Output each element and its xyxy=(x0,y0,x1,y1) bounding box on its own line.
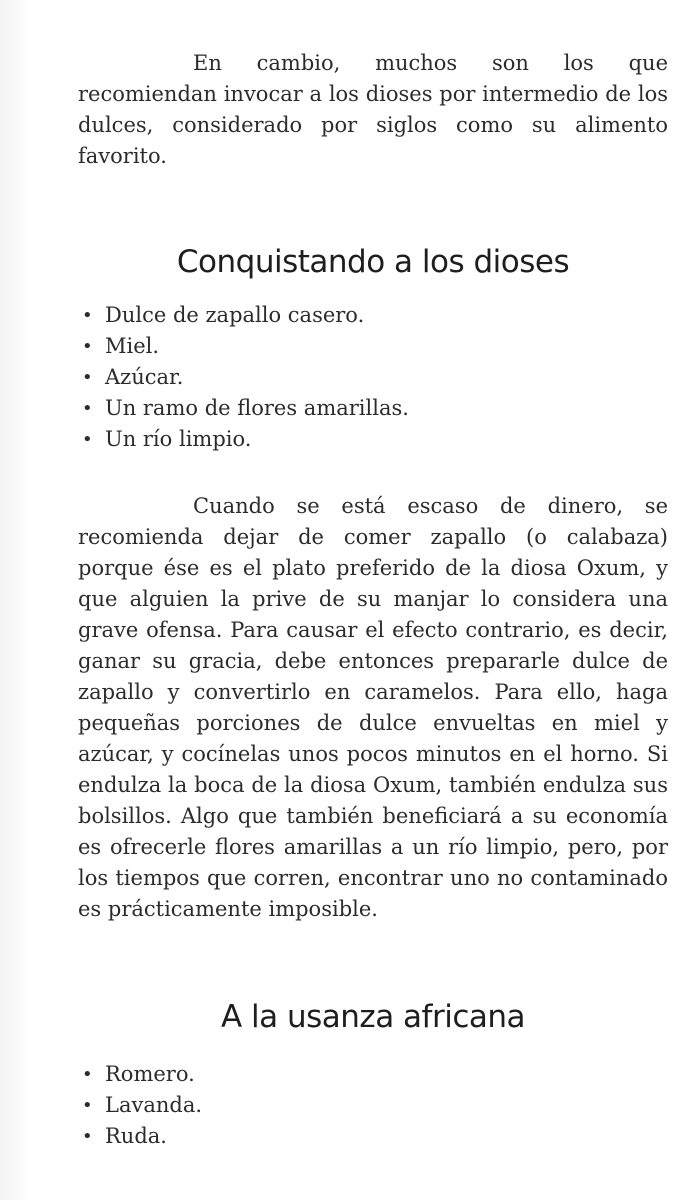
bullet-icon: • xyxy=(82,398,93,419)
intro-paragraph-text: En cambio, muchos son los que recomiendan invocar a los dioses por intermedio de los dulces, considerado por siglos como su alimento favorito. xyxy=(78,51,668,168)
list-item xyxy=(78,362,668,393)
list-item xyxy=(78,1121,668,1152)
page-edge-shadow xyxy=(0,0,30,1200)
list-item xyxy=(78,300,668,331)
list-item xyxy=(78,331,668,362)
bullet-icon: • xyxy=(82,1095,93,1116)
list-item xyxy=(78,1059,668,1090)
list-item-text: Azúcar. xyxy=(105,365,184,389)
list-item-text: Un río limpio. xyxy=(105,427,252,451)
ingredients-list-1 xyxy=(78,300,668,455)
body-paragraph xyxy=(78,491,668,925)
section-heading-usanza-africana: A la usanza africana xyxy=(220,999,526,1035)
list-item-text: Miel. xyxy=(105,334,160,358)
bullet-icon: • xyxy=(82,336,93,357)
list-item xyxy=(78,424,668,455)
list-item-text: Romero. xyxy=(105,1062,195,1086)
section-heading-conquistando: Conquistando a los dioses xyxy=(176,244,570,280)
list-item-text: Un ramo de flores amarillas. xyxy=(105,396,409,420)
body-paragraph-text: Cuando se está escaso de dinero, se recomienda dejar de comer zapallo (o calabaza) porque ése es el plato preferido de la diosa Oxum, y que alguien la prive de su manjar lo considera una grave ofensa. Para causar el efecto contrario, es decir, ganar su gracia, debe entonces prepararle dulce de zapallo y convertirlo en caramelos. Para ello, haga pequeñas porciones de dulce envueltas en miel y azúcar, y cocínelas unos pocos minutos en el horno. Si endulza la boca de la diosa Oxum, también endulza sus bolsillos. Algo que también beneficiará a su economía es ofrecerle flores amarillas a un río limpio, pero, por los tiempos que corren, encontrar uno no contaminado es prácticamente imposible. xyxy=(78,494,668,921)
intro-paragraph xyxy=(78,48,668,172)
list-item-text: Dulce de zapallo casero. xyxy=(105,303,365,327)
list-item xyxy=(78,393,668,424)
list-item-text: Lavanda. xyxy=(105,1093,203,1117)
bullet-icon: • xyxy=(82,1126,93,1147)
bullet-icon: • xyxy=(82,367,93,388)
bullet-icon: • xyxy=(82,1064,93,1085)
list-item xyxy=(78,1090,668,1121)
bullet-icon: • xyxy=(82,429,93,450)
ingredients-list-2 xyxy=(78,1059,668,1152)
page-content xyxy=(78,48,668,1152)
bullet-icon: • xyxy=(82,305,93,326)
list-item-text: Ruda. xyxy=(105,1124,167,1148)
